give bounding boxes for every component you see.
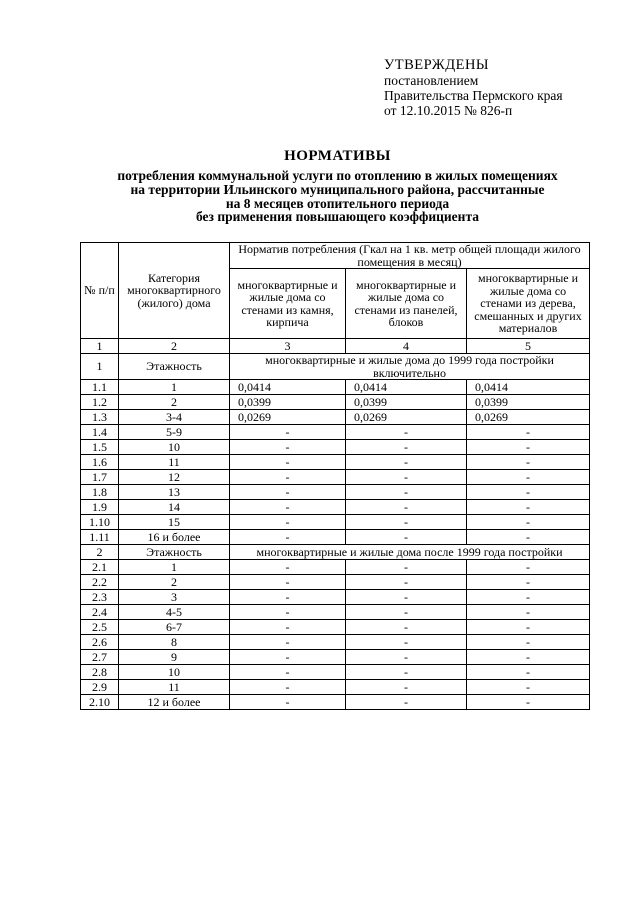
row-number: 1.10 bbox=[81, 515, 119, 530]
table-row bbox=[81, 470, 590, 485]
table-row bbox=[81, 500, 590, 515]
document-title bbox=[60, 146, 615, 224]
norms-table bbox=[80, 242, 590, 710]
table-row bbox=[81, 395, 590, 410]
value-panel: - bbox=[346, 485, 467, 500]
value-panel: - bbox=[346, 425, 467, 440]
approval-line: от 12.10.2015 № 826-п bbox=[384, 103, 513, 118]
header-panel: многоквартирные и жилые дома со стенами из панелей, блоков bbox=[346, 269, 467, 339]
table-row bbox=[81, 650, 590, 665]
header-stone: многоквартирные и жилые дома со стенами из камня, кирпича bbox=[230, 269, 346, 339]
section-num: 2 bbox=[81, 545, 119, 560]
value-wood: - bbox=[467, 620, 590, 635]
header-num: № п/п bbox=[81, 243, 119, 339]
value-wood: - bbox=[467, 590, 590, 605]
section-title: многоквартирные и жилые дома после 1999 года постройки bbox=[230, 545, 590, 560]
value-wood: - bbox=[467, 455, 590, 470]
table-row bbox=[81, 575, 590, 590]
value-wood: - bbox=[467, 665, 590, 680]
row-category: 8 bbox=[119, 635, 230, 650]
value-panel: - bbox=[346, 575, 467, 590]
table-row bbox=[81, 590, 590, 605]
value-stone: 0,0269 bbox=[230, 410, 346, 425]
value-stone: 0,0414 bbox=[230, 380, 346, 395]
approval-stamp bbox=[384, 58, 563, 118]
row-category: 4-5 bbox=[119, 605, 230, 620]
title-main: НОРМАТИВЫ bbox=[284, 148, 391, 164]
table-row bbox=[81, 425, 590, 440]
value-stone: - bbox=[230, 560, 346, 575]
row-number: 2.3 bbox=[81, 590, 119, 605]
value-wood: 0,0414 bbox=[467, 380, 590, 395]
col-number: 5 bbox=[467, 339, 590, 354]
table-row bbox=[81, 410, 590, 425]
row-number: 1.7 bbox=[81, 470, 119, 485]
row-category: 1 bbox=[119, 380, 230, 395]
row-category: 11 bbox=[119, 455, 230, 470]
row-category: 6-7 bbox=[119, 620, 230, 635]
value-stone: - bbox=[230, 665, 346, 680]
value-stone: - bbox=[230, 695, 346, 710]
table-row bbox=[81, 680, 590, 695]
approval-line: постановлением bbox=[384, 73, 479, 88]
value-stone: - bbox=[230, 680, 346, 695]
row-category: 14 bbox=[119, 500, 230, 515]
value-wood: - bbox=[467, 425, 590, 440]
header-norm: Норматив потребления (Гкал на 1 кв. метр общей площади жилого помещения в месяц) bbox=[230, 243, 590, 269]
value-panel: - bbox=[346, 515, 467, 530]
value-wood: - bbox=[467, 500, 590, 515]
row-number: 1.9 bbox=[81, 500, 119, 515]
value-panel: 0,0414 bbox=[346, 380, 467, 395]
value-stone: - bbox=[230, 455, 346, 470]
row-category: 12 bbox=[119, 470, 230, 485]
value-wood: - bbox=[467, 575, 590, 590]
value-wood: 0,0399 bbox=[467, 395, 590, 410]
header-wood: многоквартирные и жилые дома со стенами из дерева, смешанных и других материалов bbox=[467, 269, 590, 339]
value-stone: - bbox=[230, 635, 346, 650]
value-panel: - bbox=[346, 560, 467, 575]
col-number: 1 bbox=[81, 339, 119, 354]
value-panel: - bbox=[346, 695, 467, 710]
row-number: 1.5 bbox=[81, 440, 119, 455]
section-2-row bbox=[81, 545, 590, 560]
row-number: 1.8 bbox=[81, 485, 119, 500]
table-row bbox=[81, 605, 590, 620]
value-panel: - bbox=[346, 470, 467, 485]
row-category: 12 и более bbox=[119, 695, 230, 710]
value-wood: - bbox=[467, 650, 590, 665]
row-category: 16 и более bbox=[119, 530, 230, 545]
value-panel: - bbox=[346, 665, 467, 680]
approval-heading: УТВЕРЖДЕНЫ bbox=[384, 57, 490, 73]
value-stone: - bbox=[230, 605, 346, 620]
table-row bbox=[81, 440, 590, 455]
column-number-row bbox=[81, 339, 590, 354]
value-stone: - bbox=[230, 590, 346, 605]
value-wood: - bbox=[467, 485, 590, 500]
value-stone: - bbox=[230, 620, 346, 635]
header-category: Категория многоквартирного (жилого) дома bbox=[119, 243, 230, 339]
row-category: 10 bbox=[119, 665, 230, 680]
row-number: 1.1 bbox=[81, 380, 119, 395]
value-wood: - bbox=[467, 635, 590, 650]
value-wood: 0,0269 bbox=[467, 410, 590, 425]
row-category: 5-9 bbox=[119, 425, 230, 440]
value-panel: - bbox=[346, 605, 467, 620]
table-row bbox=[81, 695, 590, 710]
title-line: на 8 месяцев отопительного периода bbox=[225, 195, 450, 211]
col-number: 4 bbox=[346, 339, 467, 354]
value-stone: - bbox=[230, 575, 346, 590]
row-category: 2 bbox=[119, 575, 230, 590]
value-panel: - bbox=[346, 500, 467, 515]
value-stone: - bbox=[230, 470, 346, 485]
row-category: 1 bbox=[119, 560, 230, 575]
row-category: 3 bbox=[119, 590, 230, 605]
table-row bbox=[81, 635, 590, 650]
row-number: 2.10 bbox=[81, 695, 119, 710]
table-row bbox=[81, 530, 590, 545]
table-row bbox=[81, 560, 590, 575]
col-number: 2 bbox=[119, 339, 230, 354]
row-category: 3-4 bbox=[119, 410, 230, 425]
row-number: 1.3 bbox=[81, 410, 119, 425]
title-line: потребления коммунальной услуги по отоплению в жилых помещениях bbox=[117, 168, 558, 183]
value-wood: - bbox=[467, 470, 590, 485]
approval-line: Правительства Пермского края bbox=[384, 88, 563, 103]
row-category: 11 bbox=[119, 680, 230, 695]
value-panel: - bbox=[346, 635, 467, 650]
row-number: 2.5 bbox=[81, 620, 119, 635]
value-panel: - bbox=[346, 530, 467, 545]
value-panel: 0,0399 bbox=[346, 395, 467, 410]
table-row bbox=[81, 380, 590, 395]
value-wood: - bbox=[467, 515, 590, 530]
value-wood: - bbox=[467, 560, 590, 575]
table-row bbox=[81, 620, 590, 635]
row-number: 2.6 bbox=[81, 635, 119, 650]
row-number: 2.8 bbox=[81, 665, 119, 680]
col-number: 3 bbox=[230, 339, 346, 354]
section-title: многоквартирные и жилые дома до 1999 года постройки включительно bbox=[230, 354, 590, 380]
row-number: 2.7 bbox=[81, 650, 119, 665]
row-category: 9 bbox=[119, 650, 230, 665]
value-panel: - bbox=[346, 440, 467, 455]
row-number: 2.1 bbox=[81, 560, 119, 575]
row-number: 1.6 bbox=[81, 455, 119, 470]
row-category: 10 bbox=[119, 440, 230, 455]
table-row bbox=[81, 665, 590, 680]
row-number: 1.11 bbox=[81, 530, 119, 545]
value-panel: - bbox=[346, 590, 467, 605]
value-stone: - bbox=[230, 440, 346, 455]
title-line: без применения повышающего коэффициента bbox=[195, 209, 480, 225]
table-row bbox=[81, 515, 590, 530]
value-stone: - bbox=[230, 530, 346, 545]
value-wood: - bbox=[467, 530, 590, 545]
value-panel: - bbox=[346, 620, 467, 635]
table-row bbox=[81, 455, 590, 470]
section-label: Этажность bbox=[119, 354, 230, 380]
value-stone: 0,0399 bbox=[230, 395, 346, 410]
row-category: 2 bbox=[119, 395, 230, 410]
value-stone: - bbox=[230, 500, 346, 515]
value-panel: - bbox=[346, 455, 467, 470]
value-wood: - bbox=[467, 605, 590, 620]
value-panel: - bbox=[346, 680, 467, 695]
row-number: 1.4 bbox=[81, 425, 119, 440]
row-number: 2.4 bbox=[81, 605, 119, 620]
section-label: Этажность bbox=[119, 545, 230, 560]
row-number: 1.2 bbox=[81, 395, 119, 410]
value-wood: - bbox=[467, 680, 590, 695]
section-1-row bbox=[81, 354, 590, 380]
value-wood: - bbox=[467, 695, 590, 710]
table-row bbox=[81, 485, 590, 500]
value-panel: 0,0269 bbox=[346, 410, 467, 425]
value-stone: - bbox=[230, 485, 346, 500]
value-stone: - bbox=[230, 515, 346, 530]
section-num: 1 bbox=[81, 354, 119, 380]
row-number: 2.2 bbox=[81, 575, 119, 590]
row-number: 2.9 bbox=[81, 680, 119, 695]
value-panel: - bbox=[346, 650, 467, 665]
value-stone: - bbox=[230, 425, 346, 440]
value-stone: - bbox=[230, 650, 346, 665]
value-wood: - bbox=[467, 440, 590, 455]
title-line: на территории Ильинского муниципального района, рассчитанные bbox=[130, 181, 545, 197]
row-category: 13 bbox=[119, 485, 230, 500]
row-category: 15 bbox=[119, 515, 230, 530]
